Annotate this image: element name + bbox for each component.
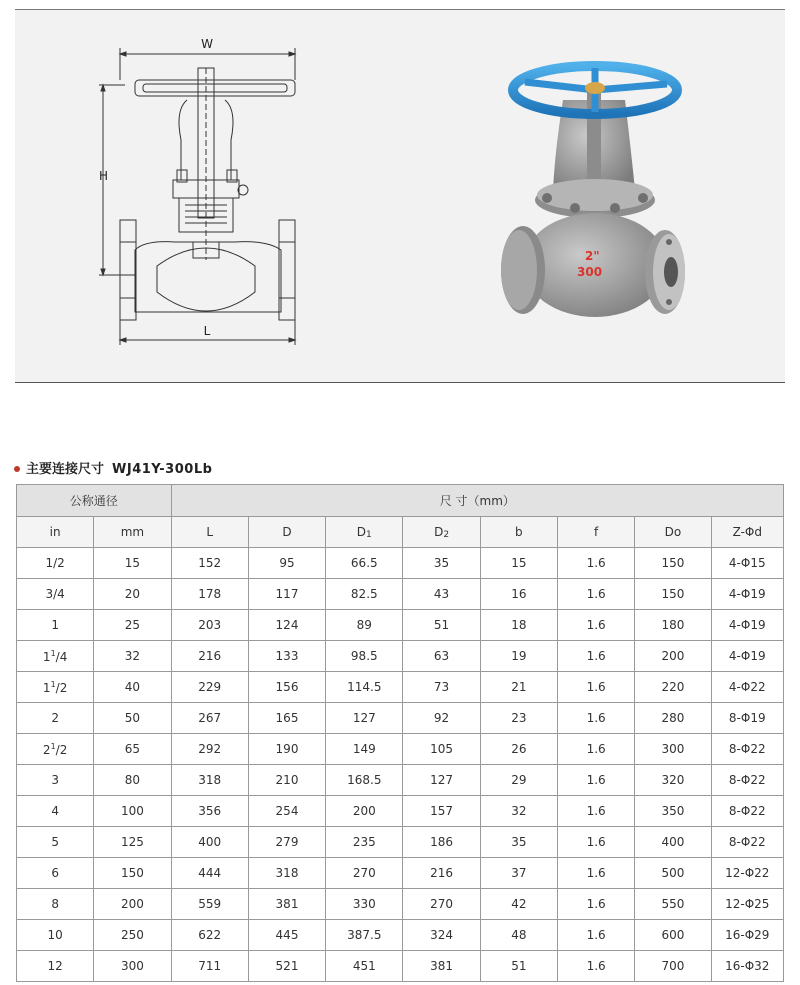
table-row: [17, 579, 784, 610]
table-cell: 2: [17, 703, 94, 734]
table-row: [17, 734, 784, 765]
table-cell: 4: [17, 796, 94, 827]
table-cell: 168.5: [326, 765, 403, 796]
table-cell: 324: [403, 920, 480, 951]
table-cell: 270: [403, 889, 480, 920]
table-cell: 280: [635, 703, 711, 734]
table-cell: 1.6: [557, 548, 634, 579]
table-cell: 15: [94, 548, 171, 579]
table-cell: 32: [94, 641, 171, 672]
table-cell: 318: [248, 858, 325, 889]
table-cell: 16: [480, 579, 557, 610]
table-cell: 4-Φ22: [711, 672, 783, 703]
table-cell: 3/4: [17, 579, 94, 610]
table-cell: 387.5: [326, 920, 403, 951]
table-row: [17, 827, 784, 858]
table-cell: 550: [635, 889, 711, 920]
table-cell: 26: [480, 734, 557, 765]
table-cell: 19: [480, 641, 557, 672]
table-cell: 1.6: [557, 703, 634, 734]
table-row: [17, 548, 784, 579]
table-cell: 600: [635, 920, 711, 951]
valve-dimension-drawing: [95, 30, 325, 350]
table-cell: 1.6: [557, 827, 634, 858]
column-header: D2: [403, 517, 480, 548]
table-cell: 300: [635, 734, 711, 765]
table-cell: 4-Φ19: [711, 641, 783, 672]
table-cell: 152: [171, 548, 248, 579]
table-cell: 5: [17, 827, 94, 858]
nameplate-size: 2": [585, 249, 600, 263]
table-cell: 150: [635, 548, 711, 579]
table-cell: 8-Φ22: [711, 765, 783, 796]
table-cell: 220: [635, 672, 711, 703]
table-cell: 51: [480, 951, 557, 982]
table-cell: 150: [635, 579, 711, 610]
table-cell: 356: [171, 796, 248, 827]
table-cell: 451: [326, 951, 403, 982]
valve-product-photo: [485, 60, 705, 340]
column-header: L: [171, 517, 248, 548]
table-row: [17, 672, 784, 703]
table-cell: 229: [171, 672, 248, 703]
table-cell: 20: [94, 579, 171, 610]
model-number: WJ41Y-300Lb: [112, 462, 213, 477]
table-cell: 150: [94, 858, 171, 889]
table-cell: 445: [248, 920, 325, 951]
table-cell: 16-Φ29: [711, 920, 783, 951]
width-label: W: [201, 37, 213, 51]
table-cell: 4-Φ15: [711, 548, 783, 579]
table-cell: 178: [171, 579, 248, 610]
table-cell: 1: [17, 610, 94, 641]
dimensions-header: 尺 寸（mm）: [171, 485, 783, 517]
table-cell: 444: [171, 858, 248, 889]
table-cell: 1.6: [557, 641, 634, 672]
table-cell: 42: [480, 889, 557, 920]
table-cell: 165: [248, 703, 325, 734]
table-cell: 117: [248, 579, 325, 610]
table-cell: 66.5: [326, 548, 403, 579]
table-cell: 1.6: [557, 858, 634, 889]
table-cell: 63: [403, 641, 480, 672]
table-cell: 50: [94, 703, 171, 734]
table-cell: 1.6: [557, 610, 634, 641]
table-cell: 8-Φ19: [711, 703, 783, 734]
table-cell: 711: [171, 951, 248, 982]
table-cell: 12-Φ22: [711, 858, 783, 889]
table-cell: 1.6: [557, 672, 634, 703]
table-cell: 400: [635, 827, 711, 858]
table-cell: 43: [403, 579, 480, 610]
table-cell: 82.5: [326, 579, 403, 610]
table-cell: 98.5: [326, 641, 403, 672]
table-cell: 127: [403, 765, 480, 796]
table-cell: 267: [171, 703, 248, 734]
column-header: Z-Φd: [711, 517, 783, 548]
table-cell: 350: [635, 796, 711, 827]
table-cell: 200: [94, 889, 171, 920]
table-cell: 12: [17, 951, 94, 982]
table-cell: 235: [326, 827, 403, 858]
table-row: [17, 889, 784, 920]
table-cell: 8-Φ22: [711, 734, 783, 765]
table-cell: 80: [94, 765, 171, 796]
table-cell: 300: [94, 951, 171, 982]
table-cell: $1^1/4$: [17, 641, 94, 672]
table-row: [17, 703, 784, 734]
table-cell: 622: [171, 920, 248, 951]
table-cell: 6: [17, 858, 94, 889]
length-label: L: [203, 324, 211, 338]
table-row: [17, 610, 784, 641]
table-cell: 318: [171, 765, 248, 796]
table-cell: 100: [94, 796, 171, 827]
table-cell: 23: [480, 703, 557, 734]
table-cell: 114.5: [326, 672, 403, 703]
table-cell: 1.6: [557, 889, 634, 920]
column-header: in: [17, 517, 94, 548]
table-cell: 200: [635, 641, 711, 672]
table-row: [17, 765, 784, 796]
table-cell: 330: [326, 889, 403, 920]
table-cell: 40: [94, 672, 171, 703]
column-header: D1: [326, 517, 403, 548]
table-cell: 1.6: [557, 951, 634, 982]
table-cell: 270: [326, 858, 403, 889]
figure-panel: [15, 10, 785, 383]
table-cell: 210: [248, 765, 325, 796]
table-row: [17, 796, 784, 827]
column-header: f: [557, 517, 634, 548]
table-cell: 4-Φ19: [711, 579, 783, 610]
table-cell: 29: [480, 765, 557, 796]
table-cell: 381: [403, 951, 480, 982]
table-cell: 254: [248, 796, 325, 827]
table-cell: 73: [403, 672, 480, 703]
table-cell: 186: [403, 827, 480, 858]
table-cell: 15: [480, 548, 557, 579]
table-cell: 203: [171, 610, 248, 641]
column-header: b: [480, 517, 557, 548]
table-cell: 124: [248, 610, 325, 641]
table-cell: 89: [326, 610, 403, 641]
section-title-text: 主要连接尺寸: [26, 462, 105, 477]
table-cell: 127: [326, 703, 403, 734]
table-cell: 292: [171, 734, 248, 765]
table-cell: 1/2: [17, 548, 94, 579]
column-header: D: [248, 517, 325, 548]
table-cell: 10: [17, 920, 94, 951]
table-cell: 500: [635, 858, 711, 889]
table-cell: 3: [17, 765, 94, 796]
table-cell: 4-Φ19: [711, 610, 783, 641]
table-cell: 1.6: [557, 579, 634, 610]
dimension-table: [16, 484, 784, 982]
table-cell: 48: [480, 920, 557, 951]
table-cell: 35: [480, 827, 557, 858]
table-cell: 133: [248, 641, 325, 672]
table-cell: 1.6: [557, 920, 634, 951]
table-cell: $1^1/2$: [17, 672, 94, 703]
table-cell: 8-Φ22: [711, 827, 783, 858]
table-row: [17, 951, 784, 982]
height-label: H: [99, 169, 109, 183]
table-cell: 21: [480, 672, 557, 703]
column-header: mm: [94, 517, 171, 548]
table-row: [17, 641, 784, 672]
table-cell: 700: [635, 951, 711, 982]
table-cell: 1.6: [557, 765, 634, 796]
table-cell: 157: [403, 796, 480, 827]
table-cell: 216: [171, 641, 248, 672]
table-cell: 37: [480, 858, 557, 889]
nominal-diameter-header: 公称通径: [17, 485, 172, 517]
table-cell: 16-Φ32: [711, 951, 783, 982]
table-cell: 125: [94, 827, 171, 858]
section-title: [14, 458, 212, 477]
table-cell: 156: [248, 672, 325, 703]
table-cell: 279: [248, 827, 325, 858]
table-cell: 200: [326, 796, 403, 827]
table-cell: 190: [248, 734, 325, 765]
table-cell: 381: [248, 889, 325, 920]
table-cell: 18: [480, 610, 557, 641]
table-cell: 92: [403, 703, 480, 734]
table-cell: 559: [171, 889, 248, 920]
table-cell: 95: [248, 548, 325, 579]
table-cell: 8-Φ22: [711, 796, 783, 827]
table-row: [17, 858, 784, 889]
table-cell: 216: [403, 858, 480, 889]
table-cell: 105: [403, 734, 480, 765]
table-cell: 51: [403, 610, 480, 641]
column-header: Do: [635, 517, 711, 548]
table-cell: 35: [403, 548, 480, 579]
table-cell: 25: [94, 610, 171, 641]
nameplate-class: 300: [577, 265, 603, 279]
table-cell: 12-Φ25: [711, 889, 783, 920]
table-cell: 521: [248, 951, 325, 982]
table-cell: 149: [326, 734, 403, 765]
table-cell: 1.6: [557, 796, 634, 827]
table-cell: 65: [94, 734, 171, 765]
table-cell: 32: [480, 796, 557, 827]
table-cell: 400: [171, 827, 248, 858]
table-cell: $2^1/2$: [17, 734, 94, 765]
table-cell: 1.6: [557, 734, 634, 765]
table-cell: 250: [94, 920, 171, 951]
table-cell: 8: [17, 889, 94, 920]
bullet-icon: [14, 466, 20, 472]
table-cell: 320: [635, 765, 711, 796]
table-row: [17, 920, 784, 951]
table-cell: 180: [635, 610, 711, 641]
